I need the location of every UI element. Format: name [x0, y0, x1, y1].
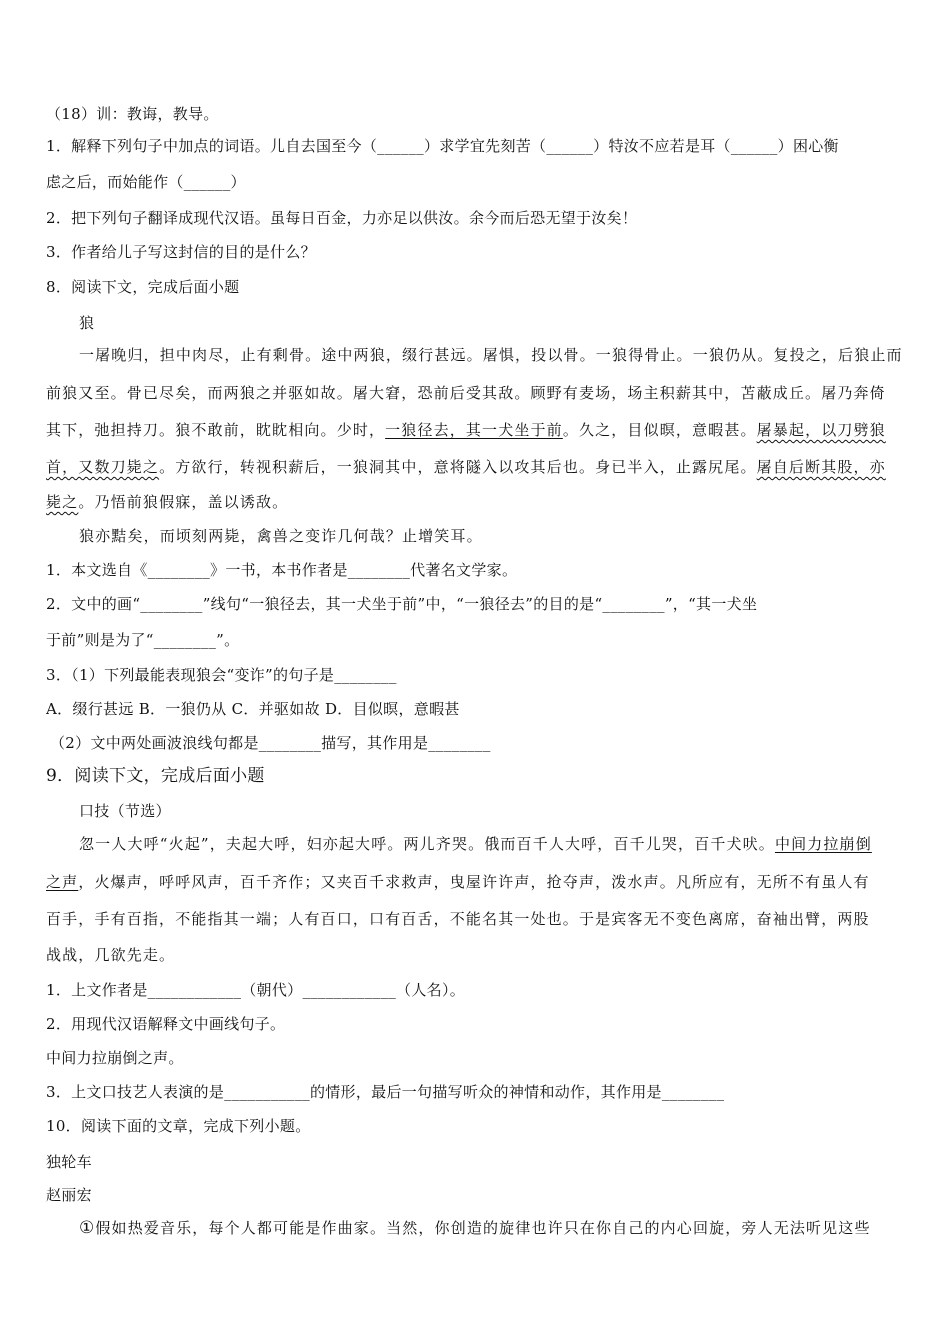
- kouji-text-line1: [79, 834, 872, 854]
- q3-purpose: 3．作者给儿子写这封信的目的是什么？: [46, 243, 316, 261]
- note-18: （18）训：教诲，教导。: [46, 105, 219, 123]
- section-8-heading: 8．阅读下文，完成后面小题: [46, 278, 240, 296]
- q9-2-sentence: 中间力拉崩倒之声。: [46, 1049, 184, 1067]
- kouji-text-line2: [46, 872, 870, 892]
- underlined-sentence-kouji: 中间力拉崩倒: [774, 835, 872, 853]
- underlined-sentence-wolf: 一狼径去，其一犬坐于前: [385, 421, 563, 439]
- wavy-sentence-2-cont: 毙之: [46, 493, 79, 511]
- wolf-text-line4: [46, 457, 886, 477]
- text-segment: 。方欲行，转视积薪后，一狼洞其中，意将隧入以攻其后也。身已半入，止露尻尾。: [159, 458, 757, 476]
- wolf-title: 狼: [79, 314, 95, 332]
- q8-3-options: A．缀行甚远 B．一狼仍从 C．并驱如故 D．目似暝，意暇甚: [46, 700, 460, 718]
- underlined-sentence-kouji-cont: 之声: [46, 873, 79, 891]
- kouji-text-line4: 战战，几欲先走。: [46, 946, 176, 964]
- section-9-heading: 9．阅读下文，完成后面小题: [46, 766, 265, 786]
- article-author: 赵丽宏: [46, 1186, 92, 1204]
- q9-1: 1．上文作者是____________（朝代）____________（人名）。: [46, 981, 466, 999]
- text-segment: ，火爆声，呼呼风声，百千齐作；又夹百千求救声，曳屋许许声，抢夺声，泼水声。凡所应有，无所不有虽人有: [78, 873, 870, 891]
- q8-3-2: （2）文中两处画波浪线句都是________描写，其作用是________: [50, 734, 491, 752]
- text-segment: 假如热爱音乐，每个人都可能是作曲家。当然，你创造的旋律也许只在你自己的内心回旋，旁人无法听见这些: [95, 1219, 871, 1237]
- wolf-text-line3: [46, 420, 886, 440]
- text-segment: 。乃悟前狼假寐，盖以诱敌。: [78, 493, 289, 511]
- q8-2-line1: 2．文中的画“________”线句“一狼径去，其一犬坐于前”中，“一狼径去”的目的是“________”，“其一犬坐: [46, 595, 758, 613]
- kouji-text-line3: 百手，手有百指，不能指其一端；人有百口，口有百舌，不能名其一处也。于是宾客无不变色离席，奋袖出臂，两股: [46, 910, 870, 928]
- kouji-title: 口技（节选）: [79, 802, 171, 820]
- q1-explain-line1: 1．解释下列句子中加点的词语。儿自去国至今（______）求学宜先刻苦（______）特汝不应若是耳（______）困心衡: [46, 137, 839, 155]
- text-segment: 。久之，目似暝，意暇甚。: [562, 421, 757, 439]
- wavy-sentence-2: 屠自后断其股，亦: [756, 458, 886, 476]
- q8-3-1: 3．（1）下列最能表现狼会“变诈”的句子是________: [46, 666, 397, 684]
- q8-2-line2: 于前”则是为了“________”。: [46, 631, 240, 649]
- wolf-text-line2: 前狼又至。骨已尽矣，而两狼之并驱如故。屠大窘，恐前后受其敌。顾野有麦场，场主积薪其中，苫蔽成丘。屠乃奔倚: [46, 384, 886, 402]
- q8-1: 1．本文选自《________》一书，本书作者是________代著名文学家。: [46, 561, 518, 579]
- q2-translate: 2．把下列句子翻译成现代汉语。虽每日百金，力亦足以供汝。余今而后恐无望于汝矣！: [46, 209, 638, 227]
- paragraph-marker: ①: [79, 1218, 96, 1238]
- article-title: 独轮车: [46, 1153, 92, 1171]
- article-paragraph-1: [79, 1218, 871, 1238]
- wavy-sentence-1-cont: 首，又数刀毙之: [46, 458, 160, 476]
- text-segment: 其下，弛担持刀。狼不敢前，眈眈相向。少时，: [46, 421, 386, 439]
- wolf-text-line5: [46, 492, 288, 512]
- wolf-text-conclusion: 狼亦黠矣，而顷刻两毙，禽兽之变诈几何哉？止增笑耳。: [79, 527, 483, 545]
- q9-3: 3．上文口技艺人表演的是___________的情形，最后一句描写听众的神情和动作，其作用是________: [46, 1083, 725, 1101]
- text-segment: 忽一人大呼“火起”，夫起大呼，妇亦起大呼。两儿齐哭。俄而百千人大呼，百千儿哭，百千犬吠。: [79, 835, 775, 853]
- q9-2: 2．用现代汉语解释文中画线句子。: [46, 1015, 286, 1033]
- wolf-text-line1: 一屠晚归，担中肉尽，止有剩骨。途中两狼，缀行甚远。屠惧，投以骨。一狼得骨止。一狼仍从。复投之，后狼止而: [79, 346, 903, 364]
- section-10-heading: 10．阅读下面的文章，完成下列小题。: [46, 1117, 311, 1135]
- wavy-sentence-1: 屠暴起，以刀劈狼: [756, 421, 886, 439]
- q1-explain-line2: 虑之后，而始能作（______）: [46, 173, 246, 191]
